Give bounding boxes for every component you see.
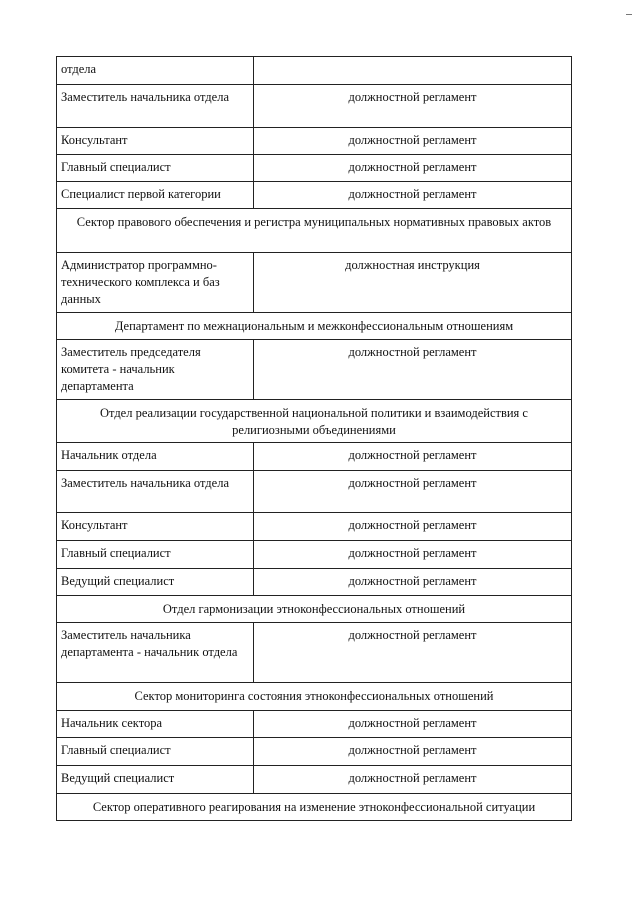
- document-type-cell: должностной регламент: [254, 443, 572, 471]
- table-row: [57, 738, 572, 766]
- document-type-cell: должностной регламент: [254, 766, 572, 794]
- section-row: [57, 596, 572, 623]
- section-row: [57, 683, 572, 711]
- document-type-cell: должностная инструкция: [254, 253, 572, 313]
- table-row: [57, 253, 572, 313]
- document-type-cell: [254, 57, 572, 85]
- table-row: [57, 623, 572, 683]
- position-cell: Главный специалист: [57, 155, 254, 182]
- table-row: [57, 513, 572, 541]
- document-type-cell: должностной регламент: [254, 85, 572, 128]
- document-type-cell: должностной регламент: [254, 623, 572, 683]
- scan-mark: [626, 14, 632, 15]
- table-row: [57, 182, 572, 209]
- position-cell: Начальник отдела: [57, 443, 254, 471]
- document-type-cell: должностной регламент: [254, 738, 572, 766]
- document-type-cell: должностной регламент: [254, 155, 572, 182]
- position-cell: Заместитель начальника отдела: [57, 85, 254, 128]
- section-title: Сектор мониторинга состояния этноконфессиональных отношений: [57, 683, 572, 711]
- position-cell: Ведущий специалист: [57, 766, 254, 794]
- document-type-cell: должностной регламент: [254, 711, 572, 738]
- position-cell: Заместитель начальника департамента - начальник отдела: [57, 623, 254, 683]
- table-row: [57, 766, 572, 794]
- position-cell: отдела: [57, 57, 254, 85]
- position-cell: Заместитель начальника отдела: [57, 471, 254, 513]
- position-cell: Главный специалист: [57, 541, 254, 569]
- document-type-cell: должностной регламент: [254, 513, 572, 541]
- section-title: Отдел реализации государственной национальной политики и взаимодействия с религиозными объединениями: [57, 400, 572, 443]
- position-cell: Ведущий специалист: [57, 569, 254, 596]
- table-row: [57, 155, 572, 182]
- document-type-cell: должностной регламент: [254, 471, 572, 513]
- table-row: [57, 85, 572, 128]
- document-type-cell: должностной регламент: [254, 541, 572, 569]
- table-row: [57, 471, 572, 513]
- position-cell: Главный специалист: [57, 738, 254, 766]
- table-row: [57, 340, 572, 400]
- position-cell: Заместитель председателя комитета - начальник департамента: [57, 340, 254, 400]
- positions-table-body: [57, 57, 572, 821]
- table-row: [57, 711, 572, 738]
- section-title: Отдел гармонизации этноконфессиональных отношений: [57, 596, 572, 623]
- position-cell: Консультант: [57, 513, 254, 541]
- document-page: [56, 56, 572, 821]
- document-type-cell: должностной регламент: [254, 569, 572, 596]
- section-title: Сектор оперативного реагирования на изменение этноконфессиональной ситуации: [57, 794, 572, 821]
- position-cell: Начальник сектора: [57, 711, 254, 738]
- document-type-cell: должностной регламент: [254, 340, 572, 400]
- section-title: Департамент по межнациональным и межконфессиональным отношениям: [57, 313, 572, 340]
- section-title: Сектор правового обеспечения и регистра муниципальных нормативных правовых актов: [57, 209, 572, 253]
- table-row: [57, 57, 572, 85]
- section-row: [57, 794, 572, 821]
- document-type-cell: должностной регламент: [254, 182, 572, 209]
- position-cell: Администратор программно-технического комплекса и баз данных: [57, 253, 254, 313]
- table-row: [57, 128, 572, 155]
- section-row: [57, 209, 572, 253]
- table-row: [57, 541, 572, 569]
- position-cell: Консультант: [57, 128, 254, 155]
- section-row: [57, 400, 572, 443]
- section-row: [57, 313, 572, 340]
- positions-table: [56, 56, 572, 821]
- table-row: [57, 443, 572, 471]
- position-cell: Специалист первой категории: [57, 182, 254, 209]
- document-type-cell: должностной регламент: [254, 128, 572, 155]
- table-row: [57, 569, 572, 596]
